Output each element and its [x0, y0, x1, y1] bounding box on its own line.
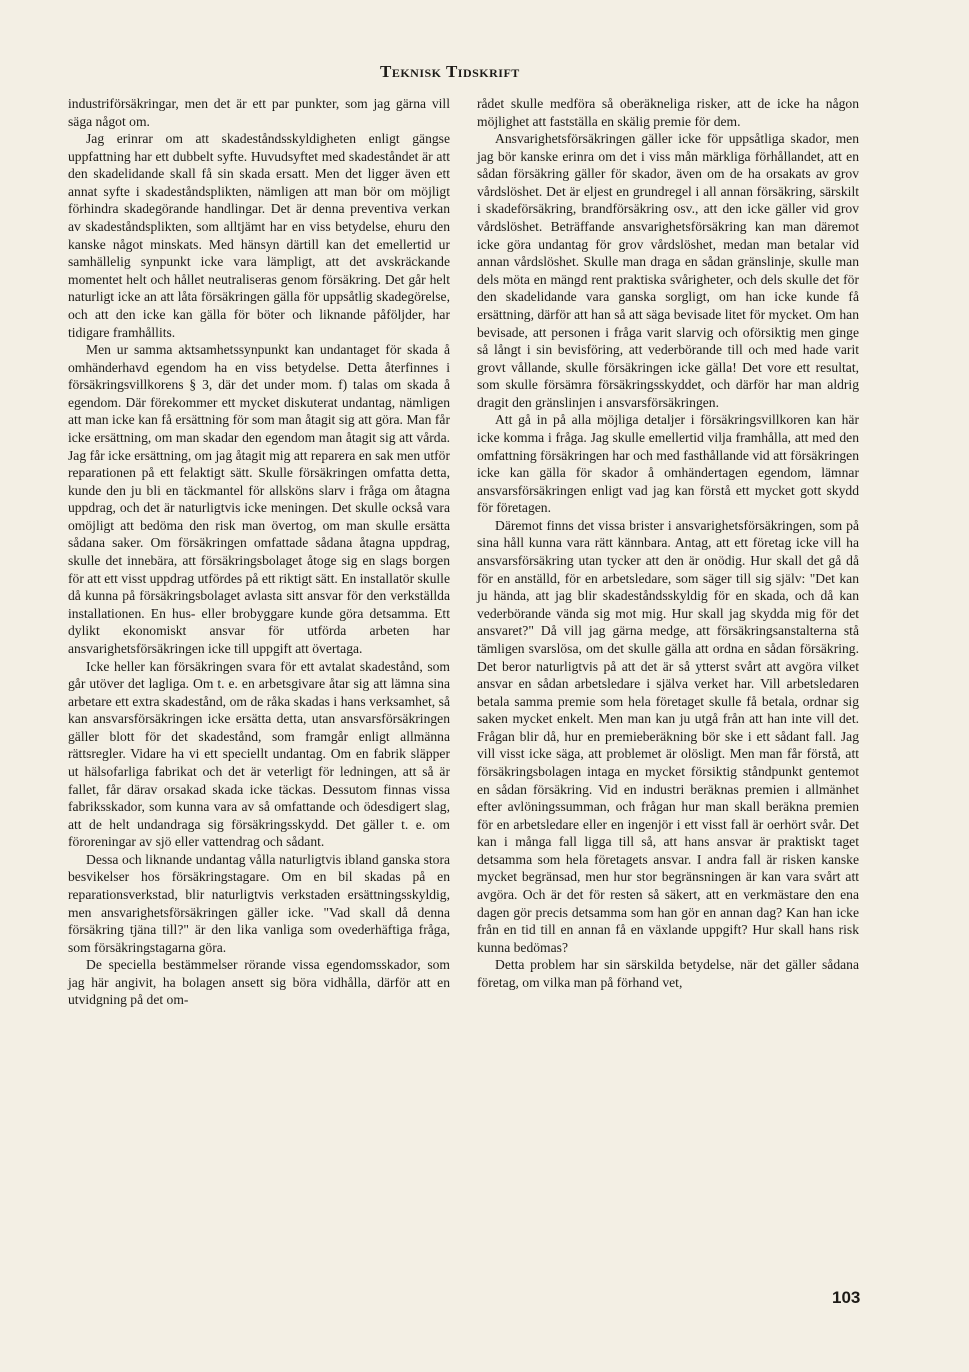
left-column [68, 95, 450, 1009]
paragraph: Att gå in på alla möjliga detaljer i försäkringsvillkoren kan här icke komma i fråga. Jag skulle emellertid vilja framhålla, att med den omfattning försäkringen har och med fasthållande vid att försäkringen icke kan gälla för skador å omhändertagen egendom, lämnar ansvarsförsäkringen enligt vad jag kan förstå ett mycket gott skydd för företagen. [477, 412, 859, 516]
paragraph: Dessa och liknande undantag vålla naturligtvis ibland ganska stora besvikelser hos försäkringstagare. Om en bil skadas på en reparationsverkstad, blir naturligtvis verkstaden ersättningsskyldig, men ansvarighetsförsäkringen gäller icke. "Vad skall då denna försäkring tjäna till?" är den lika vanliga som ovederhäftiga fråga, som försäkringstagarna göra. [68, 851, 450, 955]
paragraph: De speciella bestämmelser rörande vissa egendomsskador, som jag här angivit, ha bolagen ansett sig böra vidhålla, därför att en utvidgning på det om- [68, 957, 450, 1008]
right-column [477, 95, 859, 991]
paragraph: Däremot finns det vissa brister i ansvarighetsförsäkringen, som på sina håll kunna vara rätt kännbara. Antag, att ett företag icke vill ha ansvarsförsäkring utan tycker att den är onödig. Hur skall det gå då för en anställd, för en arbetsledare, som säger till sig själv: "Det kan ju hända, att jag blir skadeståndsskyldig för en skada, och då kan vederbörande vända sig mot mig. Hur skall jag skydda mig för det ansvaret?" Då vill jag gärna medge, att försäkringsanstalterna stå tämligen svarslösa, om det skulle gälla att ordna en sådan försäkring. Det beror naturligtvis på att det är så ytterst svårt att avgöra vilket ansvar en sådan arbetsledare i själva verket har. Vill arbetsledaren betala samma premie som hela företaget skulle få betala, ordnar sig saken mycket enkelt. Men man kan ju utgå från att han inte vill det. Frågan blir då, hur en premieberäkning bör ske i ett sådant fall. Jag vill visst icke säga, att problemet är olösligt. Men man får förstå, att försäkringsbolagen intaga en mycket försiktig ståndpunkt gentemot en sådan försäkring. Vid en industri beräknas premien i allmänhet efter avlöningssumman, och frågan hur man skall beräkna premien för en arbetsledare eller en ingenjör i ett visst fall är oerhört svår. Det kan i många fall ligga till så, att hans ansvar är praktiskt taget detsamma som hela företagets ansvar. I andra fall är risken kanske mycket begränsad, men hur stor begränsningen är kan vara svårt att avgöra. Och är det för resten så säkert, att en verkmästare den ena dagen gör precis detsamma som han gör en annan dag? Kan han icke från en tid till en annan få en växlande uppgift? Hur skall hans risk kunna bedömas? [477, 517, 859, 955]
paragraph: Jag erinrar om att skadeståndsskyldigheten enligt gängse uppfattning har ett dubbelt syfte. Huvudsyftet med skadeståndet är att den skadelidande skall få sin skada ersatt. Men det ligger även ett annat syfte i skadeståndsplikten, nämligen att man bör om möjligt förhindra skadegörande handlingar. Det är denna preventiva verkan av skadeståndsplikten, som alltjämt har en viss betydelse, ehuru den kanske något minskats. Med hänsyn därtill kan det emellertid ur samhällelig synpunkt icke vara lämpligt, att det avskräckande momentet helt och hållet neutraliseras genom försäkring. Det går helt naturligt icke an att låta försäkringen gälla för uppsåtlig skadegörelse, och att den icke kan gälla för böter och liknande påföljder, har tidigare framhållits. [68, 131, 450, 340]
page-number: 103 [832, 1288, 861, 1307]
paragraph: Ansvarighetsförsäkringen gäller icke för uppsåtliga skador, men jag bör kanske erinra om det i viss mån märkliga förhållandet, att en sådan försäkring gäller för skador, även om de ha orsakats av grov vårdslöshet. Det är eljest en grundregel i all annan försäkring, särskilt i skadeförsäkring, brandförsäkring osv., att den icke gäller vid grov vårdslöshet. Beträffande ansvarighetsförsäkring kan man däremot icke göra undantag för grov vårdslöshet, medan man betalar vid annan vårdslöshet. Skulle man draga en sådan gränslinje, skulle man dels möta en mängd rent praktiska svårigheter, och dels skulle det för den skadelidande vara ganska sorgligt, om han icke kunde få ersättning, därför att han så att säga bevisade litet för mycket. Om han bevisade, att personen i fråga varit slarvig och oförsiktig men ginge så långt i sin bevisföring, att vederbörande till och med hade varit grovt vållande, skulle försäkringen icke gälla! Det vore ett resultat, som skulle försämra försäkringsskyddet, och därför har man aldrig dragit den gränslinjen i ansvarsförsäkringen. [477, 131, 859, 410]
running-header: Teknisk Tidskrift [380, 62, 520, 81]
paragraph: Detta problem har sin särskilda betydelse, när det gäller sådana företag, om vilka man på förhand vet, [477, 957, 859, 990]
paragraph: Icke heller kan försäkringen svara för ett avtalat skadestånd, som går utöver det lagliga. Om t. e. en arbetsgivare åtar sig att lämna sina arbetare ett extra skadestånd, om de råka skadas i hans verksamhet, så kan ansvarsförsäkringen icke ersätta detta, utan ansvarsförsäkringen gäller blott för det skadestånd, som framgår enligt allmänna rättsregler. Vidare ha vi ett speciellt undantag. Om en fabrik släpper ut hälsofarliga fabrikat och det är veterligt för ledningen, att så är fallet, får därav orsakad skada icke täckas. Dessutom finnas vissa fabriksskador, som kunna vara av så omfattande och ödesdigert slag, att de helt undandraga sig försäkringsskydd. Det gäller t. e. om föroreningar av sjö eller vattendrag och sådant. [68, 658, 450, 850]
paragraph: rådet skulle medföra så oberäkneliga risker, att de icke ha någon möjlighet att fastställa en skälig premie för dem. [477, 96, 859, 129]
paragraph: Men ur samma aktsamhetssynpunkt kan undantaget för skada å omhänderhavd egendom ha en viss betydelse. Detta återfinnes i försäkringsvillkorens § 3, där det under mom. f) talas om skada å egendom. Där förekommer ett mycket diskuterat undantag, nämligen att man icke kan få ersättning för som man åtagit sig att göra. Man får icke ersättning, om man skadar den egendom man åtagit sig att vårda. Jag får icke ersättning, om jag åtagit mig att reparera en sak men utför reparationen på ett felaktigt sätt. Skulle försäkringen omfatta detta, kunde den ju bli en täckmantel för allsköns slarv i fråga om åtagna uppdrag, och det är naturligtvis icke meningen. Det skulle också vara omöjligt att bedöma den risk man övertog, om man skulle ersätta sådana saker. Om försäkringen omfattade sådana åtagna uppdrag, skulle det innebära, att försäkringsbolaget åtoge sig en slags borgen för att ett visst uppdrag utfördes på ett riktigt sätt. En installatör skulle då kunna på försäkringsbolaget avlasta sitt ansvar för den verkställda installationen. En hus- eller brobyggare kunde göra detsamma. Ett dylikt ekonomiskt ansvar för utförda arbeten har ansvarighetsförsäkringen icke till uppgift att övertaga. [68, 342, 450, 656]
paragraph: industriförsäkringar, men det är ett par punkter, som jag gärna vill säga något om. [68, 96, 450, 129]
